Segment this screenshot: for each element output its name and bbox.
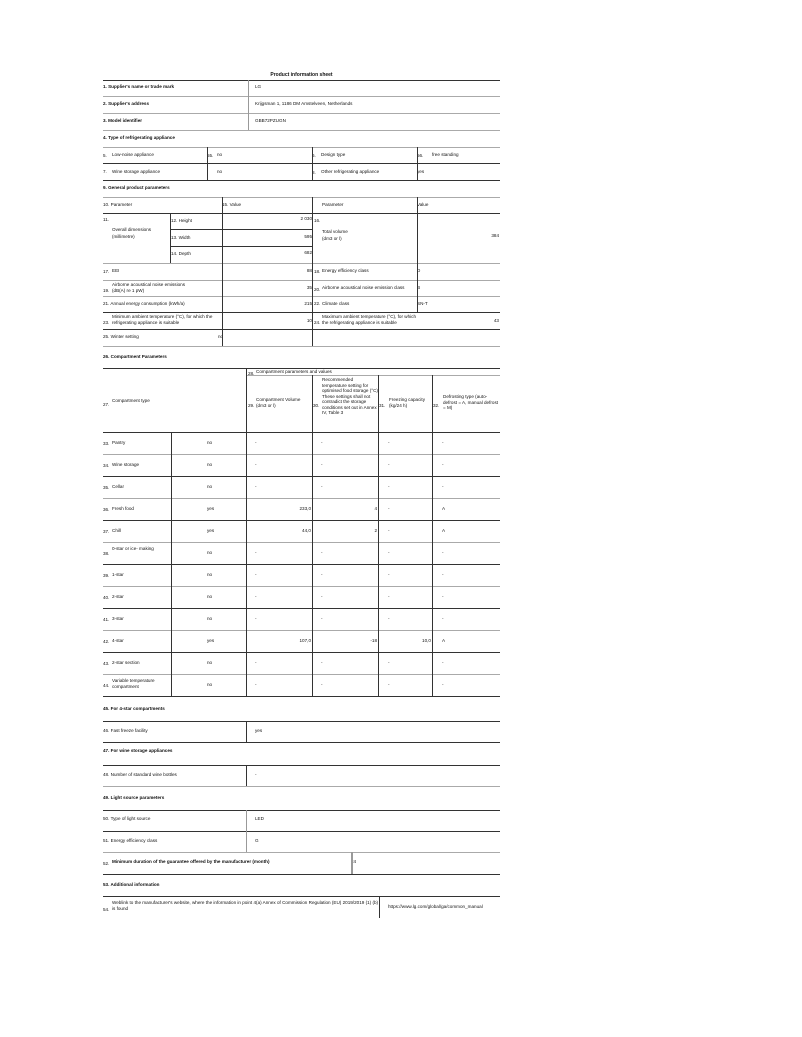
compartment-row-num: 42. <box>103 639 110 644</box>
compartment-row-present: no <box>207 440 213 445</box>
energy-class-label: Energy efficiency class <box>322 268 369 273</box>
comp-params-num: 28. <box>248 371 255 376</box>
compartment-row-present: no <box>207 660 213 665</box>
total-volume-value: 384 <box>491 233 499 238</box>
max-temp-value: 43 <box>493 318 499 323</box>
compartment-row-num: 43. <box>103 661 110 666</box>
light-heading: 49. Light source parameters <box>103 795 165 800</box>
compartment-row-name: Wine storage <box>112 462 140 467</box>
climate-num: 22. <box>314 301 321 306</box>
wine-bottles-value: - <box>255 772 257 777</box>
compartment-row-present: no <box>207 462 213 467</box>
light-type-label: 50. Type of light source <box>103 816 151 821</box>
compartment-row-volume: 107,0 <box>299 638 311 643</box>
compartment-row-num: 33. <box>103 441 110 446</box>
other-appliance-value: yes <box>417 169 425 174</box>
compartment-row-freeze: - <box>388 660 390 665</box>
winter-setting-label: 25. Winter setting <box>103 334 139 339</box>
compartment-row-num: 36. <box>103 507 110 512</box>
compartment-row-volume: - <box>255 660 257 665</box>
row-divider <box>103 608 500 609</box>
compartment-row-num: 40. <box>103 595 110 600</box>
compartment-row-freeze: - <box>388 440 390 445</box>
appliance-type-heading: 4. Type of refrigerating appliance <box>103 135 175 140</box>
dims-num: 11. <box>103 217 110 222</box>
winter-setting-value: no <box>218 334 224 339</box>
light-class-label: 51. Energy efficiency class <box>103 838 158 843</box>
row-divider <box>103 652 500 653</box>
compartment-row-defrost: - <box>442 440 444 445</box>
comp-temp-label: Recommended temperature setting for optimised food storage (°C) These settings shall not contradict the storage conditions set out in Annex IV, Table 3 <box>322 377 378 415</box>
noise-class-num: 20. <box>314 287 321 292</box>
aec-label: 21. Annual energy consumption (kWh/a) <box>103 301 185 306</box>
min-temp-num: 23. <box>103 320 110 325</box>
compartment-row-present: yes <box>207 506 215 511</box>
compartment-row-name: 2-star section <box>112 660 140 665</box>
compartment-type-label: Compartment type <box>112 398 150 403</box>
supplier-address-value: Krijgsman 1, 1186 DM Amstelveen, Netherlands <box>255 101 353 106</box>
low-noise-value: no <box>217 152 223 157</box>
compartment-row-freeze: - <box>388 682 390 687</box>
compartment-row-volume: - <box>255 462 257 467</box>
compartment-row-name: Cellar <box>112 484 124 489</box>
noise-num: 19. <box>103 288 110 293</box>
dims-unit: (millimetre) <box>112 234 135 239</box>
compartment-row-defrost: - <box>442 616 444 621</box>
depth-value: 682 <box>304 250 312 255</box>
compartment-row-defrost: - <box>442 594 444 599</box>
row-divider <box>103 696 500 697</box>
compartment-row-num: 41. <box>103 617 110 622</box>
compartment-row-temp: -18 <box>370 638 377 643</box>
compartment-row-freeze: - <box>388 506 390 511</box>
row-divider <box>103 498 500 499</box>
compartment-row-freeze: - <box>388 528 390 533</box>
row-divider <box>103 586 500 587</box>
compartment-row-defrost: - <box>442 660 444 665</box>
noise-class-value: B <box>417 285 421 290</box>
wine-heading: 47. For wine storage appliances <box>103 748 173 753</box>
compartment-row-freeze: - <box>388 616 390 621</box>
eei-num: 17. <box>103 269 110 274</box>
width-label: 13. Width <box>171 235 191 240</box>
row-divider <box>103 476 500 477</box>
compartment-row-defrost: A <box>442 638 446 643</box>
comp-volume-label: Compartment Volume (dm3 or l) <box>256 397 301 408</box>
low-noise-value-num: 55. <box>207 153 214 158</box>
comp-params-label: Compartment parameters and values <box>256 369 332 374</box>
four-star-heading: 45. For 4-star compartments <box>103 706 165 711</box>
compartment-row-defrost: A <box>442 528 446 533</box>
eei-label: EEI <box>112 268 120 273</box>
dims-label: Overall dimensions <box>112 227 152 232</box>
compartment-row-freeze: - <box>388 572 390 577</box>
other-appliance-num: 8. <box>312 170 316 175</box>
climate-label: Climate class <box>322 301 350 306</box>
general-parameters-heading: 9. General product parameters <box>103 185 170 190</box>
compartment-row-temp: - <box>321 440 323 445</box>
compartment-row-temp: - <box>321 550 323 555</box>
supplier-name-value: LG <box>255 84 262 89</box>
eei-value: 88 <box>306 268 312 273</box>
compartment-row-name: Chill <box>112 528 121 533</box>
compartment-row-present: no <box>207 594 213 599</box>
compartment-row-volume: - <box>255 572 257 577</box>
weblink-value[interactable]: https://www.lg.com/global/ga/common_manual <box>388 904 483 909</box>
aec-value: 215 <box>304 301 312 306</box>
light-class-value: G <box>255 838 259 843</box>
compartment-row-freeze: - <box>388 594 390 599</box>
compartment-row-present: no <box>207 616 213 621</box>
compartment-row-name: Variable temperature compartment <box>112 678 155 689</box>
compartment-row-name: Pantry <box>112 440 126 445</box>
design-type-value-num: 56. <box>417 153 424 158</box>
comp-volume-num: 29. <box>248 403 255 408</box>
compartment-row-temp: - <box>321 572 323 577</box>
compartment-row-freeze: 10,0 <box>422 638 431 643</box>
design-type-num: 6. <box>312 153 316 158</box>
compartment-row-name: 1-star <box>112 572 124 577</box>
col-parameter: 10. Parameter <box>103 202 133 207</box>
noise-value: 35 <box>306 285 312 290</box>
comp-freeze-num: 31. <box>379 403 386 408</box>
compartment-row-volume: 233,0 <box>299 506 311 511</box>
compartment-row-freeze: - <box>388 550 390 555</box>
compartment-row-freeze: - <box>388 462 390 467</box>
compartment-row-temp: - <box>321 616 323 621</box>
guarantee-value: 24 <box>351 859 357 864</box>
col-value-2: Value <box>417 202 429 207</box>
wine-bottles-label: 48. Number of standard wine bottles <box>103 772 177 777</box>
compartment-row-temp: - <box>321 682 323 687</box>
light-type-value: LED <box>255 816 264 821</box>
compartment-row-name: Fresh food <box>112 506 134 511</box>
compartment-row-defrost: - <box>442 572 444 577</box>
compartment-row-volume: - <box>255 616 257 621</box>
compartment-row-temp: 4 <box>374 506 377 511</box>
compartment-row-volume: - <box>255 550 257 555</box>
compartment-row-defrost: - <box>442 682 444 687</box>
row-divider <box>103 674 500 675</box>
compartment-row-volume: - <box>255 682 257 687</box>
compartment-row-num: 37. <box>103 529 110 534</box>
height-value: 2 030 <box>300 216 312 221</box>
total-volume-num: 16. <box>314 218 321 223</box>
comp-temp-num: 30. <box>313 403 320 408</box>
design-type-value: free standing <box>432 152 459 157</box>
fast-freeze-label: 46. Fast freeze facility <box>103 728 148 733</box>
additional-heading: 53. Additional information <box>103 882 160 887</box>
compartment-row-temp: - <box>321 462 323 467</box>
compartments-heading: 26. Compartment Parameters <box>103 354 167 359</box>
low-noise-num: 5. <box>103 153 107 158</box>
other-appliance-label: Other refrigerating appliance <box>321 169 380 174</box>
col-parameter-2: Parameter <box>322 202 344 207</box>
compartment-row-present: no <box>207 572 213 577</box>
compartment-row-present: no <box>207 484 213 489</box>
compartment-row-defrost: - <box>442 484 444 489</box>
compartment-row-temp: 2 <box>374 528 377 533</box>
wine-storage-num: 7. <box>103 169 107 174</box>
total-volume-label: Total volume <box>322 229 348 234</box>
compartment-row-defrost: A <box>442 506 446 511</box>
total-volume-unit: (dm3 or l) <box>322 236 342 241</box>
compartment-row-present: yes <box>207 638 215 643</box>
compartment-row-name: 2-star <box>112 594 124 599</box>
design-type-label: Design type <box>321 152 346 157</box>
col-value: 15. Value <box>222 202 242 207</box>
height-label: 12. Height <box>171 218 192 223</box>
compartment-row-temp: - <box>321 660 323 665</box>
max-temp-label: Maximum ambient temperature (°C), for which the refrigerating appliance is suitable <box>322 314 416 325</box>
noise-label: Airborne acoustical noise emissions <box>112 282 186 287</box>
max-temp-num: 24. <box>314 320 321 325</box>
compartment-row-volume: - <box>255 440 257 445</box>
supplier-address-label: 2. Supplier's address <box>103 101 150 106</box>
compartment-row-num: 38. <box>103 551 110 556</box>
width-value: 595 <box>304 234 312 239</box>
compartment-row-temp: - <box>321 484 323 489</box>
compartment-row-defrost: - <box>442 550 444 555</box>
compartment-row-name: 0-star or ice- making <box>112 546 154 551</box>
row-divider <box>103 454 500 455</box>
energy-class-num: 18. <box>314 269 321 274</box>
supplier-name-label: 1. Supplier's name or trade mark <box>103 84 175 89</box>
noise-unit: (dB(A) re 1 pW) <box>112 288 145 293</box>
depth-label: 14. Depth <box>171 251 191 256</box>
weblink-num: 54. <box>103 907 110 912</box>
compartment-row-num: 35. <box>103 485 110 490</box>
compartment-row-present: no <box>207 682 213 687</box>
guarantee-num: 52. <box>103 861 110 866</box>
comp-freeze-label: Freezing capacity (kg/24 h) <box>389 397 426 408</box>
comp-defrost-label: Defrosting type (auto-defrost = A, manual defrost = M) <box>443 394 499 410</box>
fast-freeze-value: yes <box>255 728 263 733</box>
weblink-label: Weblink to the manufacturer's website, where the information in point 4(a) Annex of Commission Regulation (EU) 2019/2019 (1) (b) is found <box>112 900 379 911</box>
comp-defrost-num: 32. <box>433 403 440 408</box>
row-divider <box>103 630 500 631</box>
model-identifier-label: 3. Model identifier <box>103 118 143 123</box>
row-divider <box>103 542 500 543</box>
row-divider <box>103 564 500 565</box>
compartment-row-num: 34. <box>103 463 110 468</box>
compartment-row-volume: - <box>255 484 257 489</box>
compartment-row-volume: - <box>255 594 257 599</box>
compartment-type-num: 27. <box>103 402 110 407</box>
compartment-row-num: 44. <box>103 683 110 688</box>
compartment-row-defrost: - <box>442 462 444 467</box>
compartment-row-name: 4-star <box>112 638 124 643</box>
wine-storage-value: no <box>217 169 223 174</box>
min-temp-label: Minimum ambient temperature (°C), for which the refrigerating appliance is suitable <box>112 314 213 325</box>
wine-storage-label: Wine storage appliance <box>112 169 161 174</box>
compartment-row-num: 39. <box>103 573 110 578</box>
page-title: Product information sheet <box>270 72 333 78</box>
compartment-row-present: yes <box>207 528 215 533</box>
row-divider <box>103 520 500 521</box>
low-noise-label: Low-noise appliance <box>112 152 154 157</box>
guarantee-label: Minimum duration of the guarantee offered by the manufacturer (month) <box>112 859 270 864</box>
noise-class-label: Airborne acoustical noise emission class <box>322 285 405 290</box>
product-information-sheet <box>103 70 500 912</box>
min-temp-value: 10 <box>306 318 312 323</box>
climate-value: SN-T <box>417 301 428 306</box>
compartment-row-present: no <box>207 550 213 555</box>
compartment-row-name: 3-star <box>112 616 124 621</box>
compartment-row-volume: 44,0 <box>302 528 311 533</box>
energy-class-value: D <box>417 268 421 273</box>
model-identifier-value: GBB72PZUGN <box>255 118 286 123</box>
compartment-row-freeze: - <box>388 484 390 489</box>
compartment-row-temp: - <box>321 594 323 599</box>
